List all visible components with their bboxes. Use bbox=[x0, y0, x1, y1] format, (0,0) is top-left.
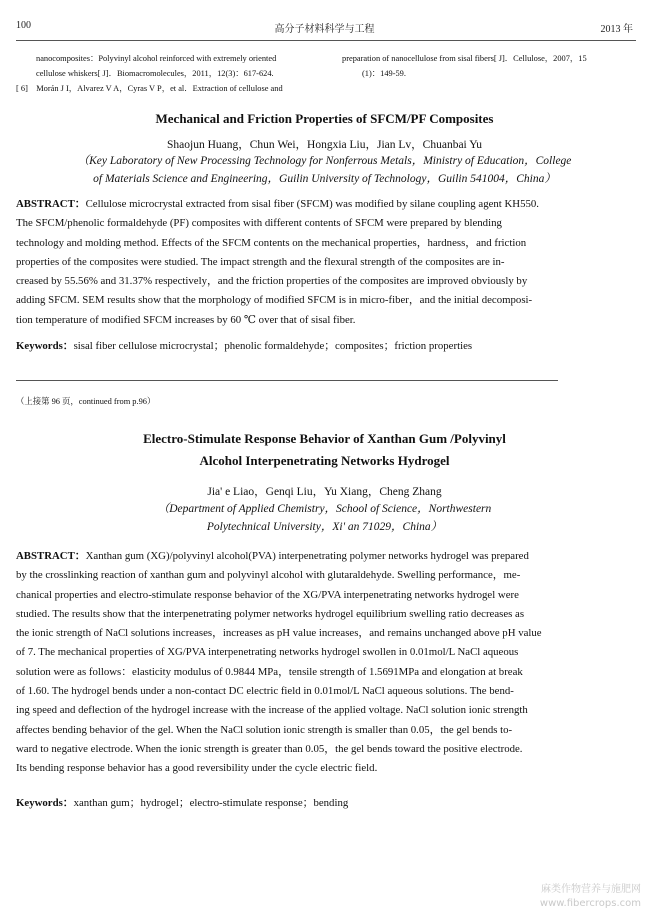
title-line: Electro-Stimulate Response Behavior of Xanthan Gum /Polyvinyl bbox=[143, 431, 506, 446]
article2-keywords bbox=[16, 795, 636, 810]
keywords-label: Keywords： bbox=[16, 340, 74, 352]
affiliation-line: （Key Laboratory of New Processing Technology for Nonferrous Metals，Ministry of Education，College bbox=[77, 155, 572, 167]
abstract-line: solution were as follows：elasticity modulus of 0.9844 MPa，tensile strength of 1.5691MPa and elongation at break bbox=[16, 665, 523, 678]
site-watermark bbox=[540, 883, 641, 911]
article1-abstract bbox=[16, 195, 636, 330]
header-rule bbox=[16, 40, 636, 41]
abstract-line: Cellulose microcrystal extracted from sisal fiber (SFCM) was modified by silane coupling agent KH550. bbox=[85, 198, 539, 210]
references-right bbox=[342, 51, 642, 81]
journal-name: 高分子材料科学与工程 bbox=[274, 24, 375, 35]
keywords-label: Keywords： bbox=[16, 797, 74, 809]
title-line: Alcohol Interpenetrating Networks Hydrogel bbox=[199, 453, 450, 468]
reference-line: (1)：149-59. bbox=[362, 69, 406, 78]
article2-authors: Jia' e Liao，Genqi Liu，Yu Xiang，Cheng Zhang bbox=[207, 486, 442, 498]
references-left bbox=[16, 51, 316, 96]
article1-authors: Shaojun Huang，Chun Wei，Hongxia Liu，Jian Lv，Chuanbai Yu bbox=[167, 139, 482, 151]
affiliation-line: Polytechnical University，Xi' an 71029，China） bbox=[206, 521, 443, 533]
reference-line: nanocomposites：Polyvinyl alcohol reinforced with extremely oriented bbox=[36, 54, 277, 63]
abstract-label: ABSTRACT： bbox=[16, 550, 86, 562]
article2-affiliation bbox=[0, 500, 649, 536]
article1-keywords bbox=[16, 338, 636, 353]
reference-line: preparation of nanocellulose from sisal fibers[ J]．Cellulose，2007，15 bbox=[342, 54, 587, 63]
keywords-text: xanthan gum；hydrogel；electro-stimulate response；bending bbox=[73, 797, 349, 809]
watermark-url: www.fibercrops.com bbox=[539, 898, 641, 909]
section-divider bbox=[16, 380, 558, 381]
abstract-line: affectes bending behavior of the gel. When the NaCl solution ionic strength is smaller than 0.05，the gel bends to- bbox=[16, 723, 513, 736]
abstract-line: by the crosslinking reaction of xanthan gum and polyvinyl alcohol with glutaraldehyde. Swelling performance，me- bbox=[16, 569, 521, 582]
abstract-line: of 1.60. The hydrogel bends under a non-contact DC electric field in 0.01mol/L NaCl aqueous solutions. The bend- bbox=[16, 685, 514, 698]
abstract-line: chanical properties and electro-stimulate response behavior of the XG/PVA interpenetrating networks hydrogel were bbox=[16, 588, 519, 601]
abstract-line: technology and molding method. Effects of the SFCM contents on the mechanical properties，hardness，and friction bbox=[16, 236, 527, 249]
affiliation-line: of Materials Science and Engineering，Guilin University of Technology，Guilin 541004，China） bbox=[93, 173, 556, 185]
abstract-line: of 7. The mechanical properties of XG/PVA interpenetrating networks hydrogel swollen in 0.01mol/L NaCl aqueous bbox=[16, 646, 519, 659]
page-number: 100 bbox=[16, 20, 31, 31]
abstract-line: ing speed and deflection of the hydrogel increase with the increase of the applied voltage. NaCl solution ionic strength bbox=[16, 704, 528, 717]
abstract-line: creased by 55.56% and 31.37% respectively，and the friction properties of the composites are improved obviously by bbox=[16, 275, 528, 288]
abstract-line: properties of the composites were studied. The impact strength and the flexural strength of the composites are in- bbox=[16, 255, 505, 268]
abstract-line: The SFCM/phenolic formaldehyde (PF) composites with different contents of SFCM were prepared by blending bbox=[16, 217, 502, 230]
reference-line: [ 6] Morán J I，Alvarez V A，Cyras V P，et al．Extraction of cellulose and bbox=[16, 84, 283, 93]
keywords-text: sisal fiber cellulose microcrystal；phenolic formaldehyde；composites；friction properties bbox=[73, 340, 473, 352]
journal-year: 2013 年 bbox=[600, 24, 633, 35]
reference-line: cellulose whiskers[ J]．Biomacromolecules，2011，12(3)：617-624. bbox=[36, 69, 274, 78]
abstract-line: Xanthan gum (XG)/polyvinyl alcohol(PVA) interpenetrating polymer networks hydrogel was prepared bbox=[85, 550, 529, 562]
abstract-line: the ionic strength of NaCl solutions increases，increases as pH value increases，and remains unchanged above pH value bbox=[16, 627, 542, 640]
abstract-line: studied. The results show that the interpenetrating polymer networks hydrogel equilibrium swelling ratio decreases as bbox=[16, 607, 525, 620]
article1-affiliation bbox=[0, 152, 649, 188]
affiliation-line: （Department of Applied Chemistry，School of Science，Northwestern bbox=[157, 503, 492, 515]
abstract-label: ABSTRACT： bbox=[16, 198, 86, 210]
watermark-line: 麻类作物营养与施肥网 bbox=[541, 884, 641, 895]
abstract-line: ward to negative electrode. When the ionic strength is greater than 0.05，the gel bends toward the positive electrode. bbox=[16, 742, 523, 755]
continued-note: （上接第 96 页，continued from p.96） bbox=[16, 397, 156, 406]
article2-abstract bbox=[16, 547, 636, 779]
abstract-line: Its bending response behavior has a good reversibility under the cycle electric field. bbox=[16, 762, 378, 775]
abstract-line: adding SFCM. SEM results show that the morphology of modified SFCM is in micro-fiber，and the initial decomposi- bbox=[16, 294, 533, 307]
article2-title bbox=[0, 428, 649, 472]
abstract-line: tion temperature of modified SFCM increases by 60 ℃ over that of sisal fiber. bbox=[16, 313, 356, 326]
article1-title: Mechanical and Friction Properties of SFCM/PF Composites bbox=[155, 111, 494, 126]
